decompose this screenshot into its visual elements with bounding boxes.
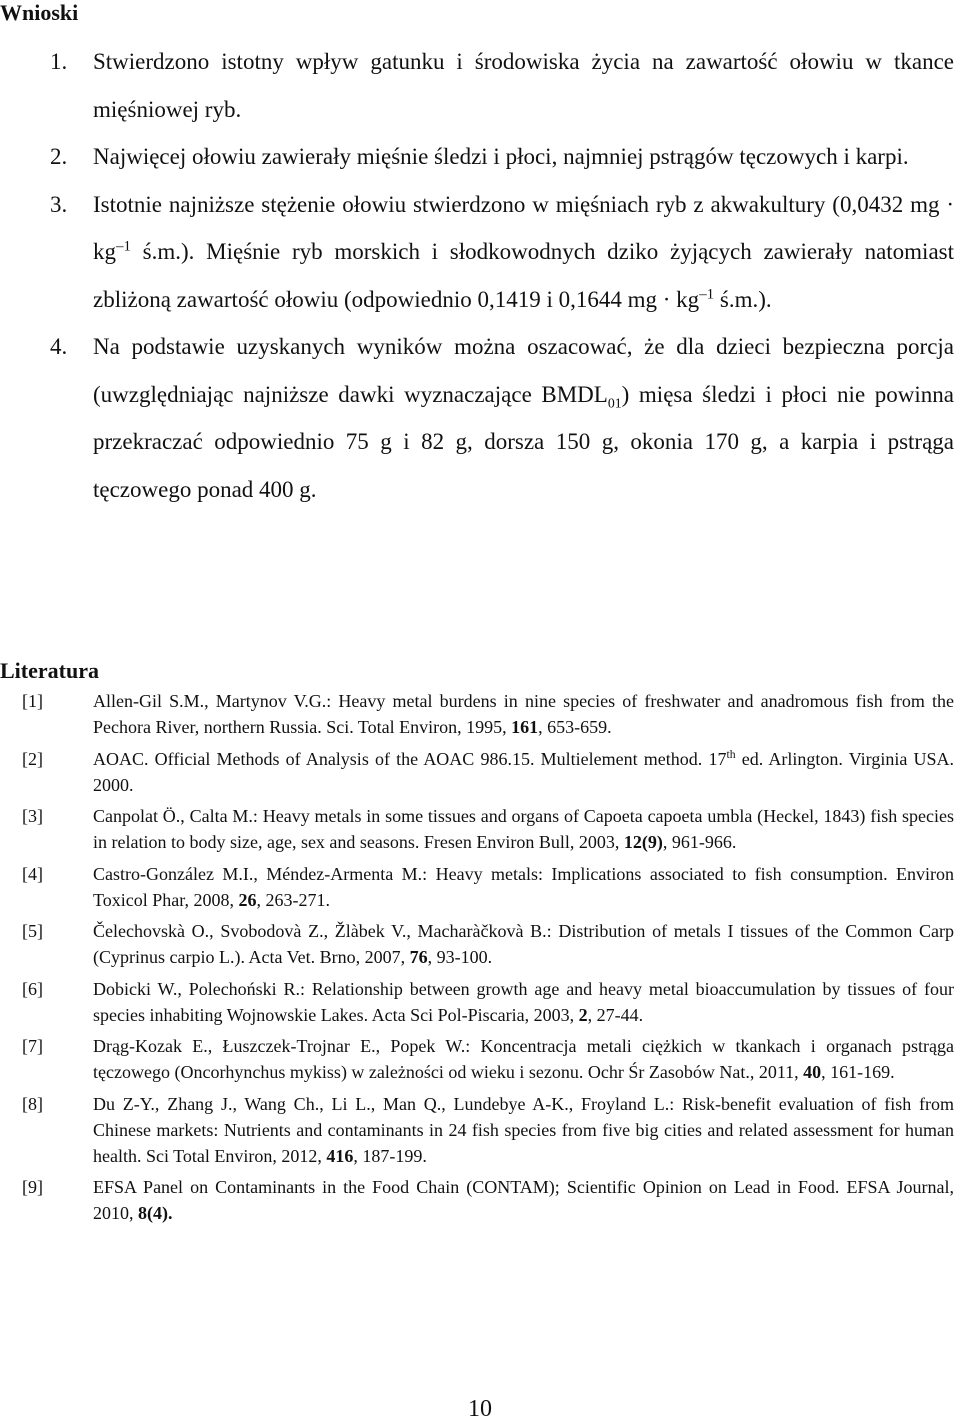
conclusion-text: Stwierdzono istotny wpływ gatunku i środowiska życia na zawartość ołowiu w tkance mięśniowej ryb. [93,49,954,122]
reference-item [0,1091,960,1169]
reference-text: Canpolat Ö., Calta M.: Heavy metals in some tissues and organs of Capoeta capoeta umbla (Heckel, 1843) fish species in relation to body size, age, sex and seasons. Fresen Environ Bull, 2003, 12(9), 961-966. [93,806,954,852]
reference-number: [7] [22,1036,43,1056]
conclusions-heading: Wnioski [0,0,79,25]
conclusion-number: 2. [50,144,68,169]
conclusion-item [0,323,960,513]
conclusion-item [0,133,960,181]
reference-text: EFSA Panel on Contaminants in the Food Chain (CONTAM); Scientific Opinion on Lead in Food. EFSA Journal, 2010, 8(4). [93,1177,954,1223]
conclusion-text: Istotnie najniższe stężenie ołowiu stwierdzono w mięśniach ryb z akwakultury (0,0432 mg · $kg^{-1}$ ś.m.). Mięśnie ryb morskich i słodkowodnych dziko żyjących zawierały natomiast zbliżoną zawartość ołowiu (odpowiednio 0,1419 i 0,1644 mg · $kg^{-1}$ ś.m.). [93,191,954,312]
reference-number: [8] [22,1093,43,1114]
page-number: 10 [468,1396,492,1422]
references-heading: Literatura [0,658,99,683]
reference-number: [2] [22,748,43,769]
reference-item [0,1033,960,1085]
reference-text: AOAC. Official Methods of Analysis of the AOAC 986.15. Multielement method. 17th ed. Arlington. Virginia USA. 2000. [93,747,954,795]
conclusion-item [0,181,960,324]
reference-text: Čelechovskà O., Svobodovà Z., Žlàbek V., Macharàčkovà B.: Distribution of metals I tissues of the Common Carp (Cyprinus carpio L.). Acta Vet. Brno, 2007, 76, 93-100. [93,921,954,967]
reference-number: [1] [22,691,43,711]
conclusion-text: Najwięcej ołowiu zawierały mięśnie śledzi i płoci, najmniej pstrągów tęczowych i karpi. [93,144,909,169]
reference-number: [3] [22,806,43,826]
reference-text: Drąg-Kozak E., Łuszczek-Trojnar E., Popek W.: Koncentracja metali ciężkich w tkankach i organach pstrąga tęczowego (Oncorhynchus mykiss) w zależności od wieku i sezonu. Ochr Śr Zasobów Nat., 2011, 40, 161-169. [93,1036,954,1082]
reference-number: [6] [22,978,43,999]
reference-text: Allen-Gil S.M., Martynov V.G.: Heavy metal burdens in nine species of freshwater and anadromous fish from the Pechora River, northern Russia. Sci. Total Environ, 1995, 161, 653-659. [93,691,954,737]
reference-item [0,746,960,798]
reference-number: [9] [22,1177,43,1197]
conclusion-item [0,38,960,133]
references-list [0,688,960,1232]
reference-item [0,803,960,855]
conclusion-number: 4. [50,334,68,359]
conclusion-text: Na podstawie uzyskanych wyników można oszacować, że dla dzieci bezpieczna porcja (uwzględniając najniższe dawki wyznaczające $BMDL_{01}$) mięsa śledzi i płoci nie powinna przekraczać odpowiednio 75 g i 82 g, dorsza 150 g, okonia 170 g, a karpia i pstrąga tęczowego ponad 400 g. [93,334,954,502]
conclusion-number: 1. [50,49,68,74]
conclusions-list [0,38,960,513]
reference-number: [5] [22,921,43,941]
reference-text: Castro-González M.I., Méndez-Armenta M.: Heavy metals: Implications associated to fish consumption. Environ Toxicol Phar, 2008, 26, 263-271. [93,863,954,910]
reference-item [0,688,960,740]
reference-text: Dobicki W., Polechoński R.: Relationship between growth age and heavy metal bioaccumulation by tissues of four species inhabiting Wojnowskie Lakes. Acta Sci Pol-Piscaria, 2003, 2, 27-44. [93,978,954,1025]
reference-item [0,918,960,970]
reference-number: [4] [22,863,43,884]
reference-text: Du Z-Y., Zhang J., Wang Ch., Li L., Man Q., Lundebye A-K., Froyland L.: Risk-benefit evaluation of fish from Chinese markets: Nutrients and contaminants in 24 fish species from five big cities and related assessment for human health. Sci Total Environ, 2012, 416, 187-199. [93,1093,954,1166]
reference-item [0,976,960,1028]
reference-item [0,861,960,913]
reference-item [0,1174,960,1226]
conclusion-number: 3. [50,191,68,217]
